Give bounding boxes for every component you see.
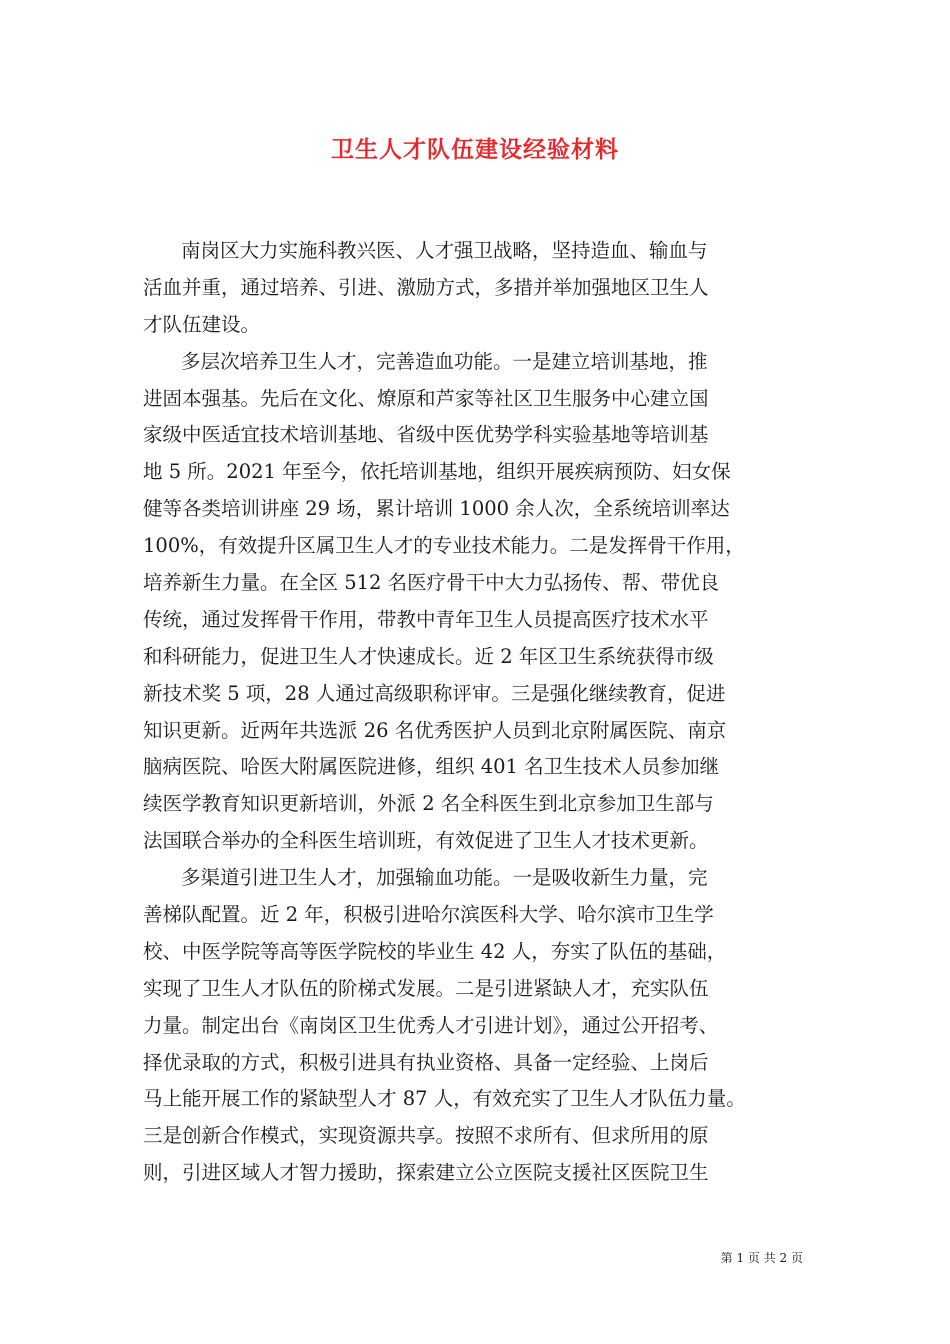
text-line: 法国联合举办的全科医生培训班，有效促进了卫生人才技术更新。 — [143, 829, 709, 853]
text-line: 100%，有效提升区属卫生人才的专业技术能力。二是发挥骨干作用， — [143, 534, 745, 558]
document-body — [143, 233, 808, 1192]
text-line: 实现了卫生人才队伍的阶梯式发展。二是引进紧缺人才，充实队伍 — [143, 976, 709, 1000]
text-line: 知识更新。近两年共选派 26 名优秀医护人员到北京附属医院、南京 — [143, 718, 727, 742]
text-line: 多渠道引进卫生人才，加强输血功能。一是吸收新生力量，完 — [181, 866, 708, 890]
text-line: 家级中医适宜技术培训基地、省级中医优势学科实验基地等培训基 — [143, 423, 709, 447]
text-line: 择优录取的方式，积极引进具有执业资格、具备一定经验、上岗后 — [143, 1050, 709, 1074]
text-line: 脑病医院、哈医大附属医院进修，组织 401 名卫生技术人员参加继 — [143, 755, 720, 779]
page-number: 第 1 页 共 2 页 — [720, 1251, 803, 1265]
text-line: 传统，通过发挥骨干作用，带教中青年卫生人员提高医疗技术水平 — [143, 607, 709, 631]
text-line: 善梯队配置。近 2 年，积极引进哈尔滨医科大学、哈尔滨市卫生学 — [143, 903, 714, 927]
text-line: 健等各类培训讲座 29 场，累计培训 1000 余人次，全系统培训率达 — [143, 497, 730, 521]
text-line: 马上能开展工作的紧缺型人才 87 人，有效充实了卫生人才队伍力量。 — [143, 1087, 746, 1111]
text-line: 才队伍建设。 — [143, 312, 261, 336]
text-line: 南岗区大力实施科教兴医、人才强卫战略，坚持造血、输血与 — [181, 239, 708, 262]
text-line: 三是创新合作模式，实现资源共享。按照不求所有、但求所用的原 — [143, 1124, 709, 1148]
text-line: 和科研能力，促进卫生人才快速成长。近 2 年区卫生系统获得市级 — [143, 644, 714, 668]
text-line: 进固本强基。先后在文化、燎原和芦家等社区卫生服务中心建立国 — [143, 386, 709, 410]
text-line: 地 5 所。2021 年至今，依托培训基地，组织开展疾病预防、妇女保 — [143, 460, 731, 484]
text-line: 培养新生力量。在全区 512 名医疗骨干中大力弘扬传、帮、带优良 — [143, 571, 720, 595]
text-line: 续医学教育知识更新培训，外派 2 名全科医生到北京参加卫生部与 — [143, 792, 714, 816]
text-line: 则，引进区域人才智力援助，探索建立公立医院支援社区医院卫生 — [143, 1161, 709, 1185]
text-line: 新技术奖 5 项，28 人通过高级职称评审。三是强化继续教育，促进 — [143, 681, 726, 705]
document-title: 卫生人才队伍建设经验材料 — [331, 136, 619, 163]
text-line: 力量。制定出台《南岗区卫生优秀人才引进计划》，通过公开招考、 — [143, 1013, 719, 1037]
text-line: 多层次培养卫生人才，完善造血功能。一是建立培训基地，推 — [181, 349, 708, 373]
text-line: 校、中医学院等高等医学院校的毕业生 42 人，夯实了队伍的基础， — [143, 939, 727, 963]
text-line: 活血并重，通过培养、引进、激励方式，多措并举加强地区卫生人 — [143, 275, 709, 299]
